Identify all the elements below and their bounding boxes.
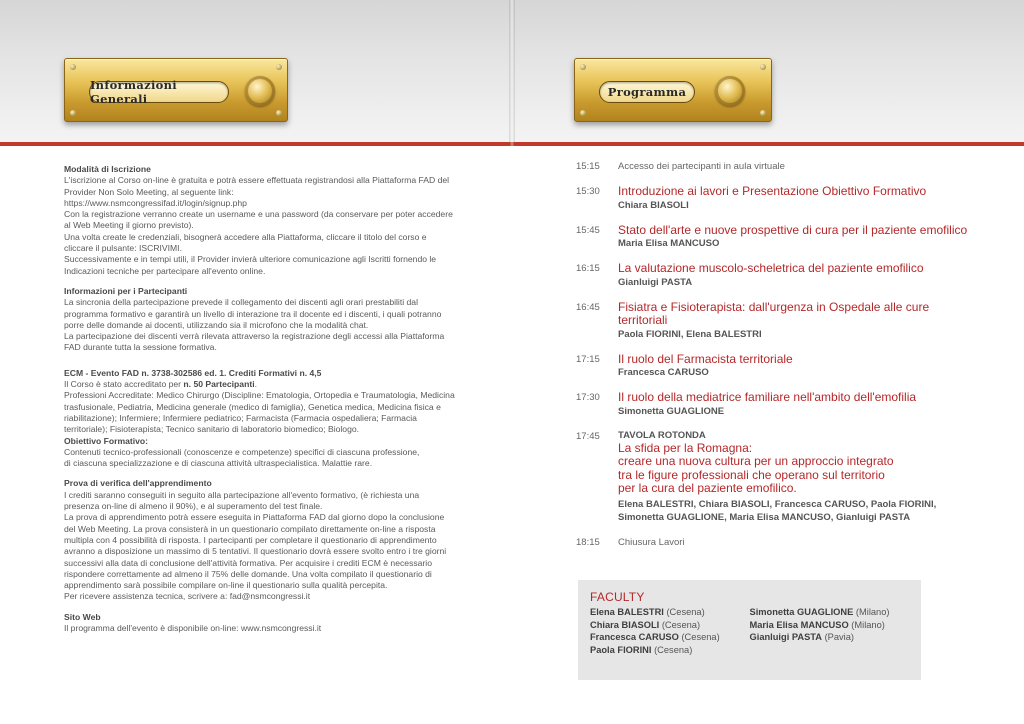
page-spine <box>509 0 515 146</box>
screw-icon <box>580 110 586 116</box>
info-name-plate <box>64 58 288 122</box>
program-title: Fisiatra e Fisioterapista: dall'urgenza in Ospedale alle cure territoriali <box>618 299 930 327</box>
paragraph: La partecipazione dei discenti verrà rilevata attraverso la registrazione degli accessi alla Piattaforma FAD durante tutta la sessione formativa. <box>64 331 445 353</box>
round-table-line: per la cura del paziente emofilico. <box>618 481 797 495</box>
faculty-name: Simonetta GUAGLIONE <box>749 607 854 617</box>
faculty-member <box>590 606 750 619</box>
program-item <box>576 536 976 550</box>
faculty-member <box>590 644 750 657</box>
program-time: 15:45 <box>576 224 600 236</box>
faculty-city: (Milano) <box>853 607 890 617</box>
faculty-name: Paola FIORINI <box>590 644 652 655</box>
screw-icon <box>276 110 282 116</box>
section-verifica <box>64 478 456 602</box>
faculty-column <box>750 606 910 656</box>
faculty-member <box>590 631 750 644</box>
plate-label-info: Informazioni Generali <box>89 81 229 103</box>
program-time: 18:15 <box>576 536 600 548</box>
faculty-city: (Cesena) <box>659 619 701 630</box>
faculty-city: (Cesena) <box>663 607 705 617</box>
program-item <box>576 262 976 290</box>
paragraph: Con la registrazione verranno create un username e una password (da conservare per poter accedere al Web Meeting il giorno previsto). <box>64 209 453 231</box>
doorbell-button-icon <box>245 76 275 106</box>
section-sito-web <box>64 612 456 635</box>
paragraph: I crediti saranno conseguiti in seguito alla partecipazione all'evento formativo, (è richiesta una presenza on-line di almeno il 90%), e al superamento del test finale. <box>64 489 420 512</box>
round-table-line: tra le figure professionali che operano sul territorio <box>618 467 885 482</box>
program-schedule <box>576 160 976 561</box>
paragraph: La sincronia della partecipazione prevede il collegamento dei discenti agli orari prestabiliti dal programma formativo e garantirà un livello di interazione tra il docente ed i discenti, i quali potranno porre delle domande ai docenti, utilizzando sia il microfono che la modalità chat. <box>64 297 442 330</box>
program-title: La valutazione muscolo-scheletrica del paziente emofilico <box>618 261 924 275</box>
screw-icon <box>760 64 766 70</box>
program-item-round-table <box>576 430 976 525</box>
program-time: 15:15 <box>576 161 600 172</box>
right-page <box>512 0 1024 724</box>
screw-icon <box>760 110 766 116</box>
round-table-line: creare una nuova cultura per un approccio integrato <box>618 454 894 468</box>
round-table-line: La sfida per la Romagna: <box>618 440 753 455</box>
program-time: 16:15 <box>576 263 600 274</box>
program-title: Introduzione ai lavori e Presentazione Obiettivo Formativo <box>618 184 927 198</box>
section-subtitle: Obiettivo Formativo: <box>64 435 149 446</box>
section-title: Prova di verifica dell'apprendimento <box>64 478 212 489</box>
program-title: Il ruolo del Farmacista territoriale <box>618 351 793 366</box>
accreditation-line <box>64 379 456 390</box>
screw-icon <box>276 64 282 70</box>
program-speaker: Gianluigi PASTA <box>618 276 693 288</box>
program-title: Il ruolo della mediatrice familiare nell'ambito dell'emofilia <box>618 390 917 404</box>
faculty-member <box>750 619 910 632</box>
faculty-name: Chiara BIASOLI <box>590 619 660 630</box>
screw-icon <box>70 110 76 116</box>
faculty-member <box>750 631 910 644</box>
paragraph: Successivamente e in tempi utili, il Provider invierà ulteriore comunicazione agli Iscritti fornendo le Indicazioni tecniche per partecipare all'evento online. <box>64 254 437 276</box>
section-iscrizione <box>64 164 456 277</box>
program-plain: Accesso dei partecipanti in aula virtuale <box>618 161 785 172</box>
plate-label-program: Programma <box>599 81 695 103</box>
program-item <box>576 185 976 213</box>
faculty-name: Francesca CARUSO <box>590 632 679 642</box>
program-time: 17:45 <box>576 430 600 442</box>
faculty-title: FACULTY <box>590 590 645 604</box>
section-partecipanti <box>64 286 456 354</box>
doorbell-button-icon <box>715 76 745 106</box>
paragraph: Una volta create le credenziali, bisognerà accedere alla Piattaforma, cliccare il titolo del corso e cliccare il pulsante: ISCRIVIMI. <box>64 231 427 254</box>
program-item <box>576 301 976 342</box>
accreditation-count: n. 50 Partecipanti <box>183 379 255 390</box>
round-table-heading: TAVOLA ROTONDA <box>618 429 706 441</box>
section-title: Modalità di Iscrizione <box>64 164 151 174</box>
program-plain: Chiusura Lavori <box>618 536 685 548</box>
paragraph: L'iscrizione al Corso on-line è gratuita e potrà essere effettuata registrandosi alla Piattaforma FAD del Provider Non Solo Meeting, al seguente link: <box>64 175 450 197</box>
section-title: ECM - Evento FAD n. 3738-302586 ed. 1. Crediti Formativi n. 4,5 <box>64 367 322 378</box>
round-table-speakers: Elena BALESTRI, Chiara BIASOLI, Francesca CARUSO, Paola FIORINI, <box>618 498 937 510</box>
paragraph: La prova di apprendimento potrà essere eseguita in Piattaforma FAD dal giorno dopo la conclusione del Web Meeting. La prova consisterà in un questionario compilato direttamente on-line a risposta multipla con 4 possibilità di risposta. I partecipanti per completare il questionario di apprendimento avranno a disposizione un massimo di 5 tentativi. Il questionario dovrà essere svolto entro i tre giorni successivi alla data di conclusione dell'attività formativa. Per acquisire i crediti ECM è necessario rispondere correttamente ad almeno il 75% delle domande. Una volta compilato il questionario di apprendimento sarà possibile compilare on-line il questionario sulla qualità percepita. <box>64 512 447 591</box>
faculty-name: Maria Elisa MANCUSO <box>749 619 849 630</box>
paragraph: Il programma dell'evento è disponibile on-line: www.nsmcongressi.it <box>64 622 322 633</box>
accreditation-suffix: . <box>254 379 257 390</box>
faculty-member <box>590 619 750 632</box>
faculty-member <box>750 606 910 619</box>
program-item <box>576 160 976 174</box>
round-table-speakers: Simonetta GUAGLIONE, Maria Elisa MANCUSO, Gianluigi PASTA <box>618 512 911 523</box>
accreditation-prefix: Il Corso è stato accreditato per <box>64 379 184 390</box>
program-item <box>576 224 976 252</box>
program-speaker: Paola FIORINI, Elena BALESTRI <box>618 328 762 340</box>
faculty-city: (Cesena) <box>651 644 693 655</box>
signup-link: https://www.nsmcongressifad.it/login/signup.php <box>64 197 247 208</box>
faculty-city: (Milano) <box>848 619 885 630</box>
program-speaker: Maria Elisa MANCUSO <box>618 238 720 249</box>
faculty-name: Elena BALESTRI <box>590 607 664 617</box>
program-speaker: Chiara BIASOLI <box>618 199 689 211</box>
paragraph: Per ricevere assistenza tecnica, scrivere a: fad@nsmcongressi.it <box>64 591 311 602</box>
faculty-column <box>590 606 750 656</box>
program-name-plate <box>574 58 772 122</box>
faculty-city: (Pavia) <box>821 632 855 642</box>
faculty-box <box>578 580 921 680</box>
paragraph: Professioni Accreditate: Medico Chirurgo (Discipline: Ematologia, Ortopedia e Traumatologia, Medicina trasfusionale, Pediatria, Medicina generale (medico di famiglia), Genetica medica, Medicina fisica e riabilitazione); Infermiere; Infermiere pediatrico; Farmacista (Farmacia ospedaliera; Farmacia territoriale); Fisioterapista; Tecnico sanitario di laboratorio biomedico; Biologo. <box>64 390 455 435</box>
program-time: 16:45 <box>576 301 600 313</box>
faculty-name: Gianluigi PASTA <box>749 632 822 642</box>
general-info-content <box>64 164 456 643</box>
section-title: Sito Web <box>64 611 101 622</box>
screw-icon <box>70 64 76 70</box>
faculty-city: (Cesena) <box>678 632 720 642</box>
program-time: 17:30 <box>576 392 600 403</box>
program-speaker: Francesca CARUSO <box>618 367 709 378</box>
section-title: Informazioni per i Partecipanti <box>64 285 188 296</box>
program-time: 15:30 <box>576 186 600 197</box>
program-speaker: Simonetta GUAGLIONE <box>618 405 725 417</box>
program-title: Stato dell'arte e nuove prospettive di cura per il paziente emofilico <box>618 222 968 237</box>
program-time: 17:15 <box>576 353 600 365</box>
section-ecm <box>64 368 456 470</box>
program-item <box>576 391 976 419</box>
screw-icon <box>580 64 586 70</box>
paragraph: di ciascuna specializzazione e di ciascuna attività ultraspecialistica. Malattie rare. <box>64 458 373 469</box>
program-item <box>576 353 976 381</box>
paragraph: Contenuti tecnico-professionali (conoscenze e competenze) specifici di ciascuna professione, <box>64 446 420 457</box>
